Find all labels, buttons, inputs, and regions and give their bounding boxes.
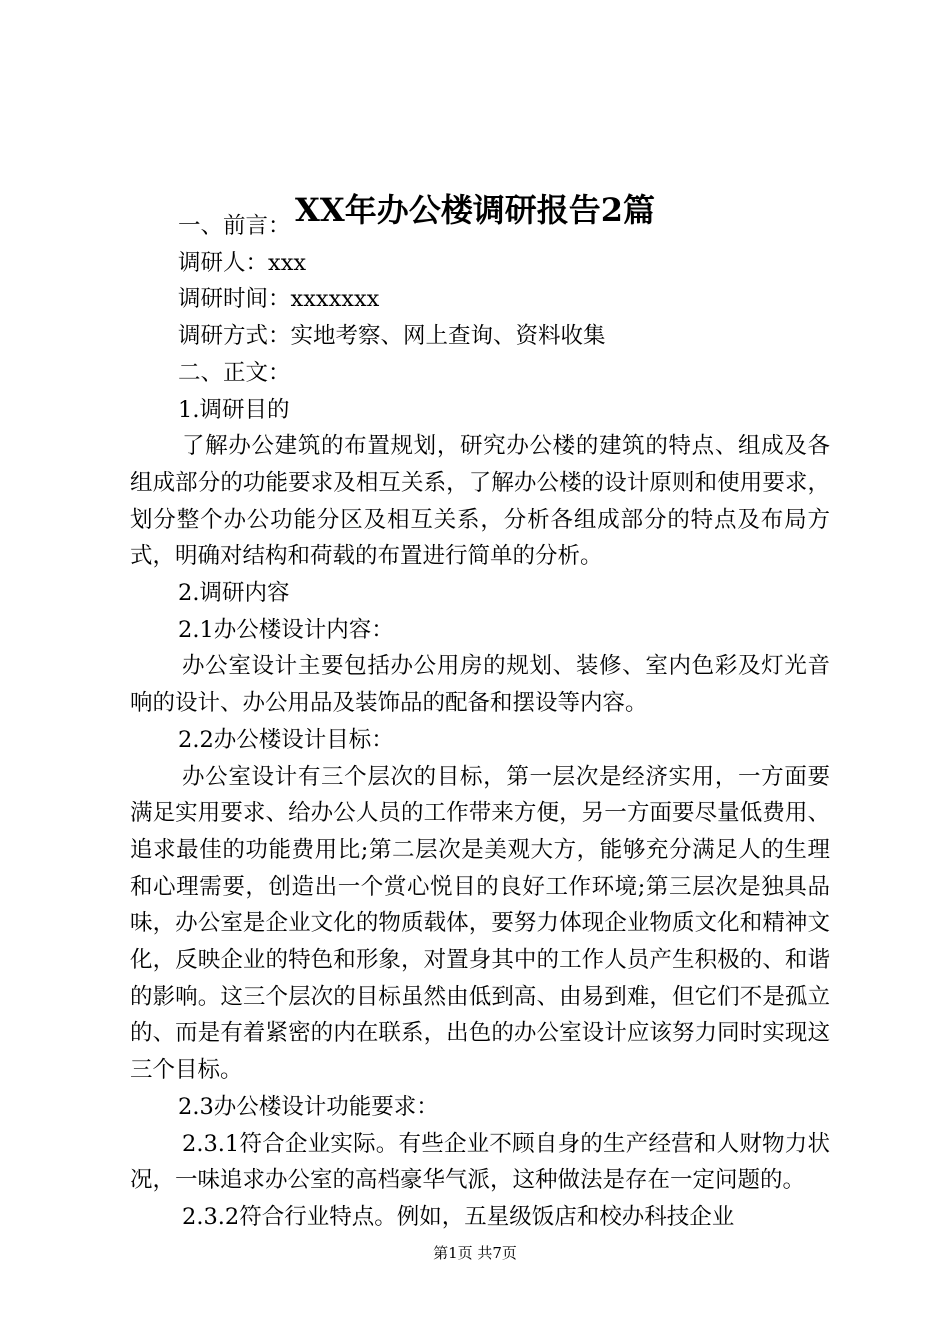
heading-research-content: 2.调研内容 — [178, 580, 290, 607]
section-heading-preface: 一、前言： — [178, 213, 291, 239]
section-heading-body: 二、正文： — [178, 359, 291, 386]
document-title: XX年办公楼调研报告2篇 — [295, 191, 655, 229]
heading-research-purpose: 1.调研目的 — [178, 396, 290, 423]
paragraph-design-goals: 办公室设计有三个层次的目标，第一层次是经济实用，一方面要满足实用要求、给办公人员的工作带来方便，另一方面要尽量低费用、追求最佳的功能费用比;第二层次是美观大方，能够充分满足人的生理和心理需要，创造出一个赏心悦目的良好工作环境;第三层次是独具品味，办公室是企业文化的物质载体，要努力体现企业物质文化和精神文化，反映企业的特色和形象，对置身其中的工作人员产生积极的、和谐的影响。这三个层次的目标虽然由低到高、由易到难，但它们不是孤立的、而是有着紧密的内在联系，出色的办公室设计应该努力同时实现这三个目标。 — [130, 763, 830, 1084]
paragraph-research-purpose: 了解办公建筑的布置规划，研究办公楼的建筑的特点、组成及各组成部分的功能要求及相互关系，了解办公楼的设计原则和使用要求，划分整个办公功能分区及相互关系，分析各组成部分的特点及布局方式，明确对结构和荷载的布置进行简单的分析。 — [130, 433, 830, 570]
paragraph-design-content: 办公室设计主要包括办公用房的规划、装修、室内色彩及灯光音响的设计、办公用品及装饰品的配备和摆设等内容。 — [130, 653, 830, 717]
heading-design-goals: 2.2办公楼设计目标： — [178, 726, 394, 753]
paragraph-requirement-2: 2.3.2符合行业特点。例如，五星级饭店和校办科技企业 — [182, 1203, 735, 1230]
research-time-line: 调研时间：xxxxxxx — [178, 286, 380, 313]
heading-design-content: 2.1办公楼设计内容： — [178, 616, 394, 643]
page-footer: 第1页 共7页 — [433, 1244, 517, 1262]
heading-function-requirements: 2.3办公楼设计功能要求： — [178, 1093, 439, 1120]
researcher-line: 调研人：xxx — [178, 249, 307, 276]
paragraph-requirement-1: 2.3.1符合企业实际。有些企业不顾自身的生产经营和人财物力状况，一味追求办公室的高档豪华气派，这种做法是存在一定问题的。 — [130, 1130, 830, 1194]
research-method-line: 调研方式：实地考察、网上查询、资料收集 — [178, 323, 606, 350]
document-body — [130, 208, 830, 1236]
